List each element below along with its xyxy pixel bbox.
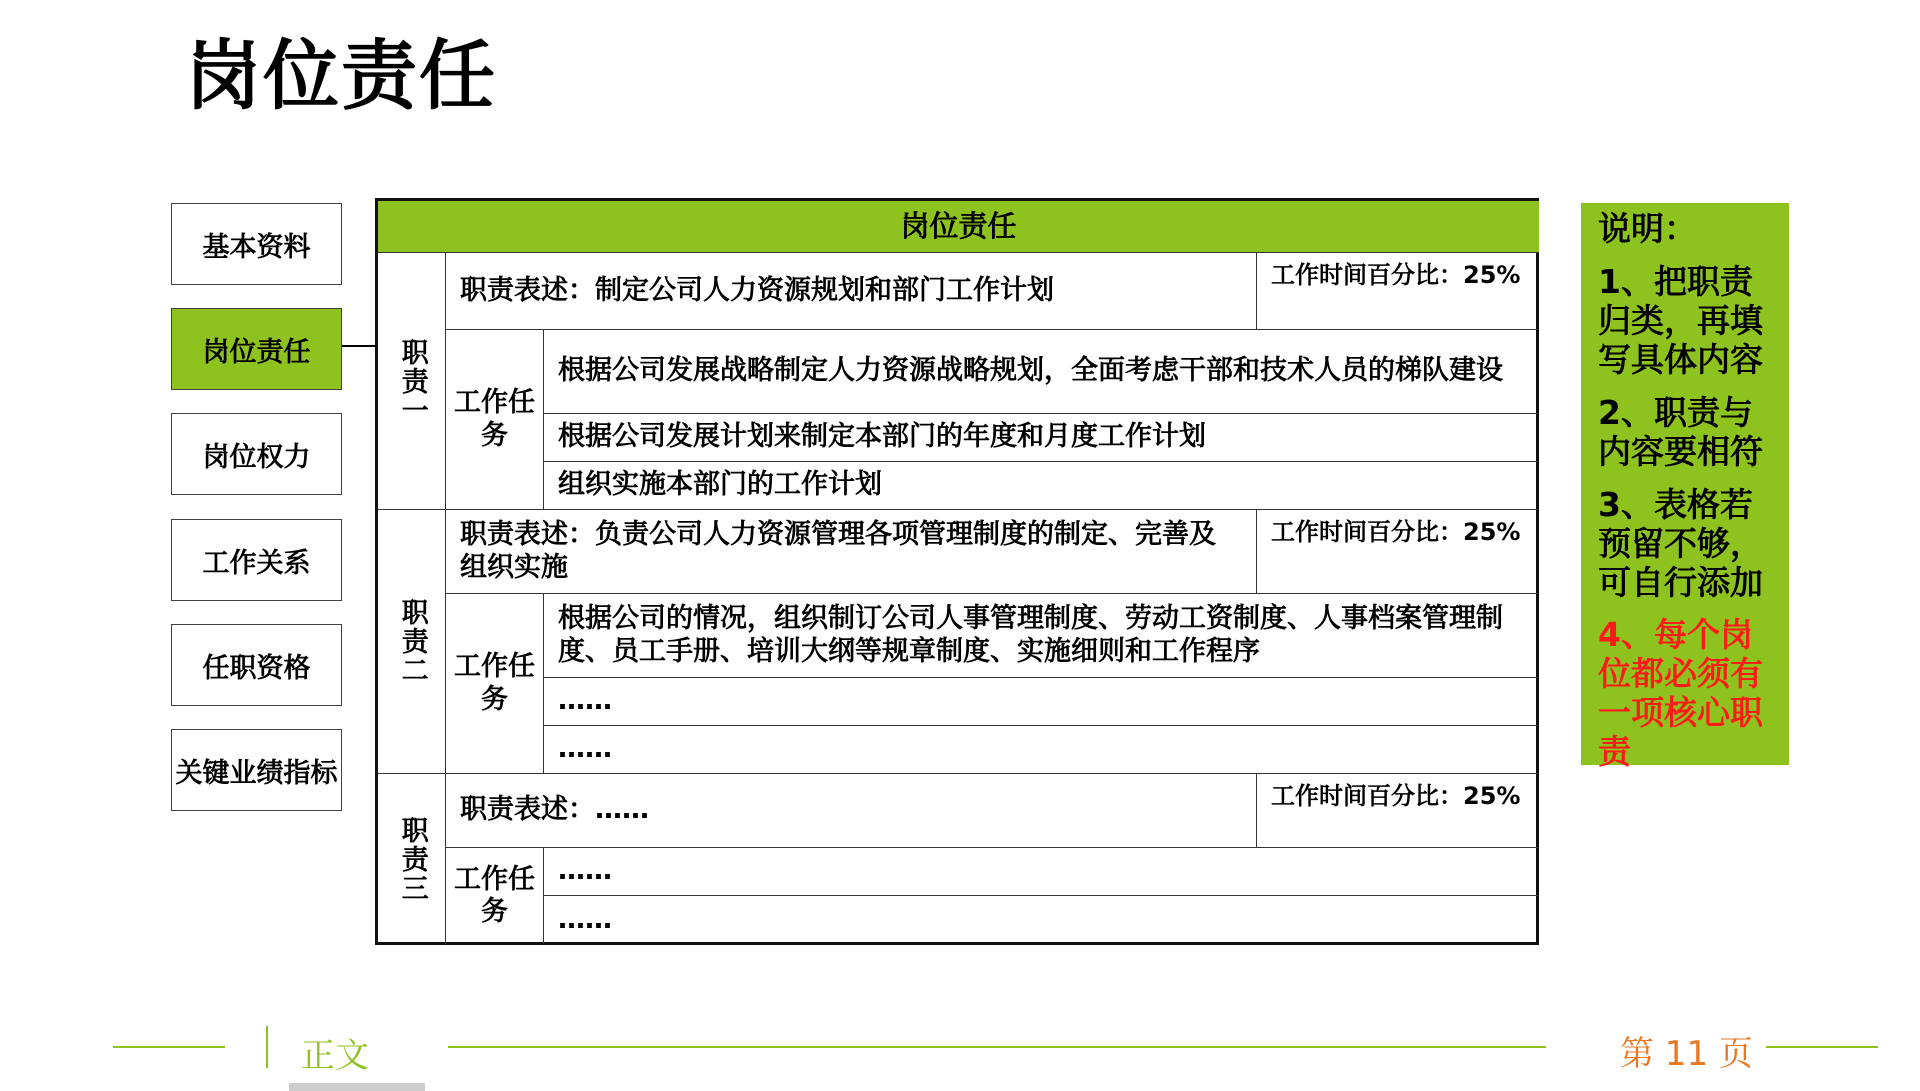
duty-label: 职责二	[378, 510, 446, 774]
note-content	[1598, 210, 1778, 786]
duty-description: 职责表述：制定公司人力资源规划和部门工作计划	[446, 253, 1257, 330]
task-label: 工作任务	[446, 848, 544, 944]
page-number: 第 11 页	[1620, 1034, 1753, 1074]
task-label: 工作任务	[446, 330, 544, 510]
duty-label: 职责三	[378, 774, 446, 944]
note-item: 1、把职责归类，再填写具体内容	[1598, 261, 1763, 379]
footer-underline	[289, 1083, 425, 1091]
task-item: ……	[544, 678, 1539, 726]
task-item: 根据公司发展计划来制定本部门的年度和月度工作计划	[544, 414, 1539, 462]
nav-button-basic-info[interactable]: 基本资料	[171, 203, 342, 285]
nav-button-responsibilities[interactable]: 岗位责任	[171, 308, 342, 390]
note-item: 3、表格若预留不够，可自行添加	[1598, 484, 1763, 602]
duty-description: 职责表述：……	[446, 774, 1257, 848]
task-item: ……	[544, 726, 1539, 774]
duty-label: 职责一	[378, 253, 446, 510]
task-label: 工作任务	[446, 594, 544, 774]
time-percentage: 工作时间百分比：25%	[1257, 774, 1539, 848]
footer-section-label: 正文	[301, 1036, 369, 1076]
footer-divider	[266, 1026, 268, 1068]
footer-divider	[1766, 1046, 1878, 1048]
nav-button-qualifications[interactable]: 任职资格	[171, 624, 342, 706]
nav-button-authority[interactable]: 岗位权力	[171, 413, 342, 495]
time-percentage: 工作时间百分比：25%	[1257, 253, 1539, 330]
task-item: ……	[558, 903, 612, 935]
footer-divider	[113, 1046, 225, 1048]
task-item: 根据公司发展战略制定人力资源战略规划，全面考虑干部和技术人员的梯队建设	[544, 330, 1539, 414]
nav-button-relationships[interactable]: 工作关系	[171, 519, 342, 601]
page-title: 岗位责任	[185, 31, 497, 120]
nav-button-kpi[interactable]: 关键业绩指标	[171, 729, 342, 811]
duty-description: 职责表述：负责公司人力资源管理各项管理制度的制定、完善及组织实施	[446, 510, 1257, 594]
responsibility-table	[375, 198, 1539, 945]
table-header: 岗位责任	[378, 201, 1539, 253]
task-item: ……	[544, 848, 1539, 896]
task-item: 组织实施本部门的工作计划	[544, 462, 1539, 510]
task-item: 根据公司的情况，组织制订公司人事管理制度、劳动工资制度、人事档案管理制度、员工手册、培训大纲等规章制度、实施细则和工作程序	[544, 594, 1539, 678]
footer-divider	[448, 1046, 1546, 1048]
time-percentage: 工作时间百分比：25%	[1257, 510, 1539, 594]
note-highlight: 4、每个岗位都必须有一项核心职责	[1598, 615, 1763, 772]
note-item: 2、职责与内容要相符	[1598, 392, 1763, 471]
note-title: 说明：	[1598, 209, 1697, 248]
